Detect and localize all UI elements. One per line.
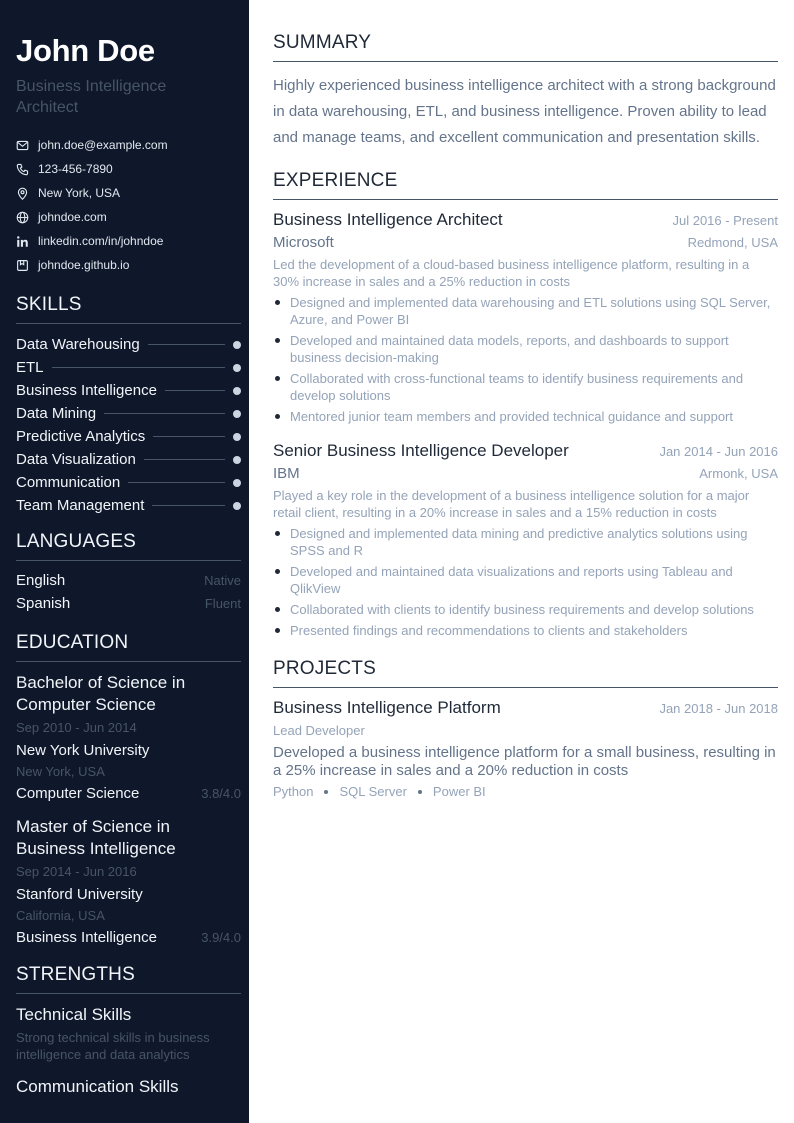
project-description: Developed a business intelligence platform for a small business, resulting in a 25% increase in sales and a 20% reduction in costs — [273, 744, 776, 779]
language-name: Spanish — [16, 595, 71, 612]
job-bullet: Presented findings and recommendations to clients and stakeholders — [273, 622, 778, 639]
education-school: Stanford University — [16, 886, 143, 903]
education-gpa: 3.9/4.0 — [201, 930, 241, 945]
education-location: California, USA — [16, 908, 105, 923]
skill-item — [16, 448, 241, 471]
projects-heading: PROJECTS — [273, 658, 778, 688]
contact-phone[interactable] — [16, 157, 241, 181]
strength-item — [16, 1004, 241, 1063]
job-title-row — [273, 209, 778, 231]
skill-dot — [233, 387, 241, 395]
job-bullet: Developed and maintained data visualizations and reports using Tableau and QlikView — [273, 563, 778, 597]
location-text: New York, USA — [38, 186, 121, 200]
strength-description: Strong technical skills in business intelligence and data analytics — [16, 1030, 210, 1062]
strength-name: Communication Skills — [16, 1077, 179, 1096]
job-company: IBM — [273, 465, 300, 482]
skills-section — [16, 294, 241, 517]
job-company: Microsoft — [273, 234, 334, 251]
job-bullets — [273, 294, 778, 425]
education-item — [16, 816, 241, 946]
skill-label: Data Mining — [16, 405, 97, 422]
skill-dot — [233, 456, 241, 464]
summary-heading: SUMMARY — [273, 32, 778, 62]
job-title: Senior Business Intelligence Developer — [273, 441, 569, 460]
language-list — [16, 569, 241, 615]
strength-item — [16, 1076, 241, 1097]
skill-line — [153, 436, 225, 437]
skill-label: Communication — [16, 474, 121, 491]
job-dates: Jul 2016 - Present — [672, 213, 778, 228]
job-item — [273, 209, 778, 425]
education-school: New York University — [16, 742, 150, 759]
skill-item — [16, 402, 241, 425]
education-degree: Bachelor of Science in Computer Science — [16, 673, 186, 714]
job-location: Redmond, USA — [687, 235, 778, 250]
education-heading: EDUCATION — [16, 632, 241, 662]
job-title: Business Intelligence Architect — [273, 210, 503, 229]
skill-line — [104, 413, 225, 414]
skill-item — [16, 379, 241, 402]
job-description: Played a key role in the development of a business intelligence solution for a major retail client, resulting in a 20% increase in sales and a 15% reduction in costs — [273, 488, 750, 520]
website-text: johndoe.com — [38, 210, 107, 224]
skill-label: Predictive Analytics — [16, 428, 146, 445]
project-title-row — [273, 697, 778, 719]
education-dates: Sep 2010 - Jun 2014 — [16, 720, 137, 735]
strengths-section — [16, 964, 241, 1097]
skill-item — [16, 333, 241, 356]
sidebar — [0, 0, 249, 1123]
location-pin-icon — [16, 187, 29, 200]
skill-item — [16, 356, 241, 379]
technology-separator — [418, 790, 422, 794]
candidate-title: Business Intelligence Architect — [16, 78, 167, 116]
project-item — [273, 697, 778, 799]
education-item — [16, 672, 241, 802]
job-bullet: Designed and implemented data warehousing and ETL solutions using SQL Server, Azure, and Power BI — [273, 294, 778, 328]
skill-line — [148, 344, 225, 345]
education-location: New York, USA — [16, 764, 105, 779]
job-bullet: Developed and maintained data models, reports, and dashboards to support business decision-making — [273, 332, 778, 366]
skill-label: Data Visualization — [16, 451, 136, 468]
contact-website[interactable] — [16, 205, 241, 229]
skill-line — [144, 459, 225, 460]
skill-dot — [233, 341, 241, 349]
languages-heading: LANGUAGES — [16, 531, 241, 561]
education-field: Business Intelligence — [16, 929, 157, 946]
education-field-row — [16, 929, 241, 946]
job-item — [273, 440, 778, 639]
project-technologies — [273, 784, 778, 799]
main-content — [273, 32, 778, 799]
education-dates: Sep 2014 - Jun 2016 — [16, 864, 137, 879]
skill-label: ETL — [16, 359, 44, 376]
linkedin-icon — [16, 235, 29, 248]
technology-tag: Python — [273, 784, 314, 799]
language-item — [16, 569, 241, 592]
language-level: Native — [204, 573, 241, 588]
strengths-heading: STRENGTHS — [16, 964, 241, 994]
skill-item — [16, 494, 241, 517]
contact-list — [16, 133, 241, 277]
education-degree: Master of Science in Business Intelligence — [16, 817, 176, 858]
job-bullet: Designed and implemented data mining and predictive analytics solutions using SPSS and R — [273, 525, 778, 559]
skill-label: Business Intelligence — [16, 382, 157, 399]
language-name: English — [16, 572, 66, 589]
skill-line — [152, 505, 225, 506]
job-bullet: Collaborated with cross-functional teams to identify business requirements and develop solutions — [273, 370, 778, 404]
skills-heading: SKILLS — [16, 294, 241, 324]
job-bullet: Collaborated with clients to identify business requirements and develop solutions — [273, 601, 778, 618]
skill-dot — [233, 502, 241, 510]
education-section — [16, 632, 241, 946]
bookmark-icon — [16, 259, 29, 272]
projects-section — [273, 658, 778, 799]
language-item — [16, 592, 241, 615]
skill-dot — [233, 479, 241, 487]
job-company-row — [273, 231, 778, 253]
skill-list — [16, 333, 241, 517]
job-description: Led the development of a cloud-based business intelligence platform, resulting in a 30% increase in sales and a 25% reduction in costs — [273, 257, 750, 289]
technology-separator — [324, 790, 328, 794]
phone-icon — [16, 163, 29, 176]
strength-name: Technical Skills — [16, 1005, 132, 1024]
skill-line — [128, 482, 225, 483]
linkedin-text: linkedin.com/in/johndoe — [38, 234, 164, 248]
project-dates: Jan 2018 - Jun 2018 — [659, 701, 778, 716]
globe-icon — [16, 211, 29, 224]
skill-item — [16, 425, 241, 448]
project-name: Business Intelligence Platform — [273, 698, 501, 717]
skill-dot — [233, 410, 241, 418]
summary-text: Highly experienced business intelligence architect with a strong background in data warehousing, ETL, and business intelligence. Proven ability to lead and manage teams, and excellent communication and presentation skills. — [273, 77, 776, 146]
skill-dot — [233, 433, 241, 441]
github-text: johndoe.github.io — [38, 258, 130, 272]
contact-email[interactable] — [16, 133, 241, 157]
experience-section — [273, 170, 778, 639]
phone-text: 123-456-7890 — [38, 162, 113, 176]
job-bullets — [273, 525, 778, 639]
contact-linkedin[interactable] — [16, 229, 241, 253]
education-gpa: 3.8/4.0 — [201, 786, 241, 801]
languages-section — [16, 531, 241, 615]
language-level: Fluent — [204, 596, 241, 611]
email-text: john.doe@example.com — [38, 138, 168, 152]
education-field-row — [16, 785, 241, 802]
education-field: Computer Science — [16, 785, 140, 802]
mail-icon — [16, 139, 29, 152]
technology-tag: SQL Server — [339, 784, 407, 799]
job-dates: Jan 2014 - Jun 2016 — [659, 444, 778, 459]
technology-tag: Power BI — [432, 784, 486, 799]
skill-line — [165, 390, 225, 391]
experience-heading: EXPERIENCE — [273, 170, 778, 200]
project-role: Lead Developer — [273, 723, 365, 738]
job-company-row — [273, 462, 778, 484]
candidate-name: John Doe — [16, 33, 155, 68]
skill-label: Team Management — [16, 497, 145, 514]
contact-github[interactable] — [16, 253, 241, 277]
contact-location — [16, 181, 241, 205]
job-bullet: Mentored junior team members and provided technical guidance and support — [273, 408, 778, 425]
summary-section — [273, 32, 778, 151]
job-title-row — [273, 440, 778, 462]
job-location: Armonk, USA — [699, 466, 778, 481]
skill-label: Data Warehousing — [16, 336, 140, 353]
skill-line — [52, 367, 225, 368]
skill-item — [16, 471, 241, 494]
skill-dot — [233, 364, 241, 372]
